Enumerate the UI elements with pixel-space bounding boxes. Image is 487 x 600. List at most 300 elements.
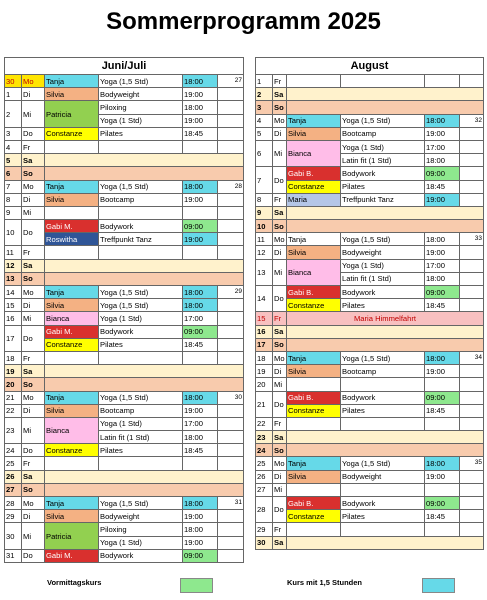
schedule-row bbox=[256, 444, 484, 457]
week-number bbox=[460, 510, 484, 523]
course-name: Bootcamp bbox=[99, 404, 183, 417]
schedule-row bbox=[5, 193, 244, 206]
week-number: 29 bbox=[218, 286, 244, 299]
course-time: 09:00 bbox=[183, 220, 218, 233]
teacher-name: Silvia bbox=[45, 299, 99, 312]
course-time bbox=[425, 378, 460, 391]
teacher-name: Maria bbox=[287, 193, 341, 206]
week-number: 30 bbox=[218, 391, 244, 404]
day-number: 15 bbox=[256, 312, 273, 325]
month-header: Juni/Juli bbox=[5, 58, 244, 75]
course-name: Yoga (1 Std) bbox=[99, 536, 183, 549]
week-number: 28 bbox=[218, 180, 244, 193]
course-time: 18:45 bbox=[425, 299, 460, 312]
course-time: 09:00 bbox=[425, 391, 460, 404]
teacher-name bbox=[287, 75, 341, 88]
holiday-label: Maria Himmelfahrt bbox=[287, 312, 484, 325]
day-number: 13 bbox=[256, 259, 273, 285]
schedule-row bbox=[256, 391, 484, 404]
week-number bbox=[218, 338, 244, 351]
day-number: 11 bbox=[5, 246, 22, 259]
day-number: 17 bbox=[256, 338, 273, 351]
teacher-name: Constanze bbox=[45, 127, 99, 140]
weekday: Fr bbox=[22, 246, 45, 259]
week-number: 31 bbox=[218, 497, 244, 510]
week-number bbox=[460, 470, 484, 483]
week-number bbox=[218, 101, 244, 114]
empty-cell bbox=[287, 101, 484, 114]
schedule-row bbox=[5, 272, 244, 285]
day-number: 10 bbox=[256, 220, 273, 233]
day-number: 7 bbox=[5, 180, 22, 193]
teacher-name: Constanze bbox=[287, 299, 341, 312]
course-time: 19:00 bbox=[183, 404, 218, 417]
teacher-name: Gabi B. bbox=[287, 167, 341, 180]
weekday: Mi bbox=[22, 206, 45, 219]
week-number bbox=[218, 444, 244, 457]
teacher-name: Gabi B. bbox=[287, 497, 341, 510]
course-time: 19:00 bbox=[425, 365, 460, 378]
week-number: 32 bbox=[460, 114, 484, 127]
weekday: Di bbox=[22, 299, 45, 312]
schedule-row bbox=[256, 299, 484, 312]
week-number bbox=[218, 114, 244, 127]
course-time bbox=[183, 351, 218, 364]
day-number: 19 bbox=[5, 365, 22, 378]
course-name: Bootcamp bbox=[341, 127, 425, 140]
day-number: 6 bbox=[256, 140, 273, 166]
empty-cell bbox=[287, 536, 484, 549]
day-number: 23 bbox=[256, 431, 273, 444]
weekday: Do bbox=[273, 497, 287, 523]
teacher-name bbox=[45, 140, 99, 153]
weekday: Di bbox=[22, 510, 45, 523]
course-name bbox=[341, 523, 425, 536]
course-time bbox=[183, 140, 218, 153]
schedule-row bbox=[5, 299, 244, 312]
weekday: Di bbox=[22, 193, 45, 206]
course-name: Yoga (1 Std) bbox=[341, 140, 425, 153]
day-number: 5 bbox=[256, 127, 273, 140]
schedule-row bbox=[256, 286, 484, 299]
weekday: Do bbox=[273, 167, 287, 193]
course-time: 19:00 bbox=[425, 193, 460, 206]
day-number: 30 bbox=[5, 75, 22, 88]
schedule-row bbox=[256, 246, 484, 259]
legend-morning-swatch bbox=[180, 578, 213, 593]
week-number bbox=[460, 365, 484, 378]
empty-cell bbox=[287, 325, 484, 338]
schedule-row bbox=[256, 431, 484, 444]
weekday: Fr bbox=[22, 351, 45, 364]
day-number: 10 bbox=[5, 220, 22, 246]
weekday: So bbox=[273, 338, 287, 351]
teacher-name: Tanja bbox=[287, 114, 341, 127]
course-time: 09:00 bbox=[425, 286, 460, 299]
teacher-name: Tanja bbox=[45, 497, 99, 510]
week-number bbox=[460, 272, 484, 285]
teacher-name: Silvia bbox=[45, 193, 99, 206]
teacher-name: Silvia bbox=[287, 127, 341, 140]
empty-cell bbox=[45, 365, 244, 378]
teacher-name: Tanja bbox=[45, 75, 99, 88]
day-number: 21 bbox=[5, 391, 22, 404]
weekday: Mi bbox=[22, 101, 45, 127]
day-number: 24 bbox=[256, 444, 273, 457]
weekday: Mo bbox=[22, 75, 45, 88]
legend-morning-label: Vormittagskurs bbox=[47, 578, 102, 587]
week-number: 35 bbox=[460, 457, 484, 470]
teacher-name: Silvia bbox=[287, 470, 341, 483]
week-number: 27 bbox=[218, 75, 244, 88]
weekday: Mo bbox=[273, 457, 287, 470]
course-name: Yoga (1,5 Std) bbox=[341, 457, 425, 470]
course-name bbox=[341, 75, 425, 88]
course-name: Bodyweight bbox=[99, 510, 183, 523]
day-number: 26 bbox=[256, 470, 273, 483]
day-number: 15 bbox=[5, 299, 22, 312]
schedule-row bbox=[5, 483, 244, 496]
day-number: 8 bbox=[5, 193, 22, 206]
schedule-row bbox=[5, 351, 244, 364]
course-name: Yoga (1 Std) bbox=[99, 417, 183, 430]
empty-cell bbox=[287, 444, 484, 457]
course-name bbox=[341, 483, 425, 496]
course-name: Bootcamp bbox=[341, 365, 425, 378]
empty-cell bbox=[45, 167, 244, 180]
weekday: Do bbox=[22, 549, 45, 562]
course-time: 18:00 bbox=[183, 75, 218, 88]
weekday: Do bbox=[22, 220, 45, 246]
weekday: Sa bbox=[273, 206, 287, 219]
course-time: 09:00 bbox=[183, 549, 218, 562]
course-name: Bodyweight bbox=[341, 246, 425, 259]
week-number bbox=[218, 523, 244, 536]
teacher-name: Constanze bbox=[287, 180, 341, 193]
course-name: Latin fit (1 Std) bbox=[99, 431, 183, 444]
empty-cell bbox=[45, 154, 244, 167]
schedule-row bbox=[256, 404, 484, 417]
day-number: 12 bbox=[5, 259, 22, 272]
teacher-name: Bianca bbox=[287, 259, 341, 285]
teacher-name: Constanze bbox=[287, 510, 341, 523]
teacher-name: Tanja bbox=[287, 233, 341, 246]
course-name: Bodywork bbox=[99, 325, 183, 338]
schedule-row bbox=[256, 536, 484, 549]
course-name: Bodywork bbox=[341, 391, 425, 404]
schedule-row bbox=[5, 246, 244, 259]
schedule-row bbox=[5, 206, 244, 219]
teacher-name: Constanze bbox=[287, 404, 341, 417]
weekday: Fr bbox=[273, 75, 287, 88]
course-name: Yoga (1,5 Std) bbox=[341, 351, 425, 364]
day-number: 20 bbox=[5, 378, 22, 391]
course-name: Yoga (1,5 Std) bbox=[341, 114, 425, 127]
schedule-row bbox=[5, 378, 244, 391]
day-number: 16 bbox=[5, 312, 22, 325]
week-number bbox=[460, 140, 484, 153]
week-number bbox=[218, 549, 244, 562]
weekday: So bbox=[273, 220, 287, 233]
course-time: 18:00 bbox=[425, 233, 460, 246]
week-number bbox=[460, 193, 484, 206]
weekday: Di bbox=[273, 365, 287, 378]
day-number: 9 bbox=[5, 206, 22, 219]
schedule-row bbox=[256, 259, 484, 272]
course-time bbox=[183, 206, 218, 219]
week-number bbox=[218, 312, 244, 325]
schedule-row bbox=[5, 444, 244, 457]
course-time bbox=[425, 523, 460, 536]
course-time: 18:00 bbox=[183, 391, 218, 404]
weekday: Fr bbox=[22, 457, 45, 470]
schedule-table-august bbox=[255, 57, 484, 550]
course-name: Treffpunkt Tanz bbox=[99, 233, 183, 246]
schedule-row bbox=[256, 378, 484, 391]
course-name: Latin fit (1 Std) bbox=[341, 154, 425, 167]
schedule-row bbox=[256, 167, 484, 180]
weekday: Sa bbox=[22, 154, 45, 167]
teacher-name: Silvia bbox=[287, 246, 341, 259]
schedule-row bbox=[5, 510, 244, 523]
day-number: 1 bbox=[5, 88, 22, 101]
week-number bbox=[460, 378, 484, 391]
course-time: 18:00 bbox=[183, 523, 218, 536]
empty-cell bbox=[287, 338, 484, 351]
schedule-row bbox=[5, 167, 244, 180]
course-time: 18:45 bbox=[425, 180, 460, 193]
course-name: Pilates bbox=[341, 404, 425, 417]
teacher-name: Patricia bbox=[45, 101, 99, 127]
day-number: 4 bbox=[256, 114, 273, 127]
weekday: Fr bbox=[273, 523, 287, 536]
teacher-name bbox=[287, 378, 341, 391]
week-number bbox=[460, 417, 484, 430]
weekday: Mi bbox=[22, 523, 45, 549]
teacher-name bbox=[45, 351, 99, 364]
schedule-row bbox=[256, 457, 484, 470]
teacher-name bbox=[287, 483, 341, 496]
day-number: 2 bbox=[5, 101, 22, 127]
week-number bbox=[460, 127, 484, 140]
course-name bbox=[99, 140, 183, 153]
week-number bbox=[218, 431, 244, 444]
teacher-name: Gabi M. bbox=[45, 220, 99, 233]
teacher-name: Gabi M. bbox=[45, 549, 99, 562]
weekday: Mo bbox=[22, 391, 45, 404]
weekday: Di bbox=[22, 404, 45, 417]
day-number: 29 bbox=[256, 523, 273, 536]
weekday: So bbox=[273, 444, 287, 457]
course-time: 17:00 bbox=[183, 312, 218, 325]
course-time: 19:00 bbox=[425, 127, 460, 140]
week-number bbox=[460, 391, 484, 404]
teacher-name bbox=[287, 523, 341, 536]
course-time: 19:00 bbox=[183, 536, 218, 549]
weekday: Fr bbox=[273, 417, 287, 430]
weekday: Sa bbox=[22, 259, 45, 272]
schedule-row bbox=[5, 259, 244, 272]
empty-cell bbox=[45, 483, 244, 496]
day-number: 25 bbox=[5, 457, 22, 470]
course-time: 18:00 bbox=[425, 272, 460, 285]
schedule-row bbox=[5, 312, 244, 325]
day-number: 22 bbox=[5, 404, 22, 417]
weekday: Di bbox=[273, 246, 287, 259]
week-number bbox=[460, 286, 484, 299]
week-number bbox=[460, 299, 484, 312]
teacher-name: Tanja bbox=[287, 351, 341, 364]
week-number bbox=[218, 140, 244, 153]
schedule-row bbox=[256, 351, 484, 364]
course-name: Bodyweight bbox=[99, 88, 183, 101]
schedule-row bbox=[256, 470, 484, 483]
course-name: Yoga (1 Std) bbox=[99, 114, 183, 127]
week-number: 34 bbox=[460, 351, 484, 364]
weekday: Do bbox=[22, 127, 45, 140]
course-name: Bodywork bbox=[341, 497, 425, 510]
week-number bbox=[460, 404, 484, 417]
weekday: Fr bbox=[273, 193, 287, 206]
course-name: Yoga (1,5 Std) bbox=[99, 299, 183, 312]
week-number bbox=[218, 417, 244, 430]
course-name: Bootcamp bbox=[99, 193, 183, 206]
day-number: 9 bbox=[256, 206, 273, 219]
schedule-table-juni-juli bbox=[4, 57, 244, 563]
schedule-row bbox=[5, 88, 244, 101]
weekday: Fr bbox=[22, 140, 45, 153]
teacher-name: Gabi B. bbox=[287, 286, 341, 299]
course-name: Piloxing bbox=[99, 101, 183, 114]
week-number bbox=[218, 88, 244, 101]
weekday: Mo bbox=[273, 114, 287, 127]
weekday: Mo bbox=[22, 286, 45, 299]
schedule-row bbox=[5, 470, 244, 483]
week-number bbox=[218, 127, 244, 140]
course-time: 18:45 bbox=[183, 127, 218, 140]
schedule-row bbox=[5, 523, 244, 536]
day-number: 21 bbox=[256, 391, 273, 417]
day-number: 29 bbox=[5, 510, 22, 523]
course-time bbox=[183, 457, 218, 470]
schedule-row bbox=[5, 101, 244, 114]
course-name: Piloxing bbox=[99, 523, 183, 536]
week-number bbox=[218, 536, 244, 549]
schedule-row bbox=[256, 75, 484, 88]
course-name: Pilates bbox=[341, 180, 425, 193]
teacher-name: Bianca bbox=[287, 140, 341, 166]
course-name: Pilates bbox=[341, 299, 425, 312]
day-number: 27 bbox=[256, 483, 273, 496]
day-number: 27 bbox=[5, 483, 22, 496]
weekday: Sa bbox=[273, 431, 287, 444]
course-time: 18:00 bbox=[183, 497, 218, 510]
teacher-name bbox=[287, 417, 341, 430]
day-number: 2 bbox=[256, 88, 273, 101]
weekday: Do bbox=[22, 444, 45, 457]
weekday: Do bbox=[273, 391, 287, 417]
weekday: Sa bbox=[273, 88, 287, 101]
schedule-row bbox=[256, 483, 484, 496]
course-name: Bodywork bbox=[99, 549, 183, 562]
course-name: Latin fit (1 Std) bbox=[341, 272, 425, 285]
day-number: 24 bbox=[5, 444, 22, 457]
day-number: 30 bbox=[5, 523, 22, 549]
course-name: Pilates bbox=[341, 510, 425, 523]
month-header: August bbox=[256, 58, 484, 75]
week-number bbox=[218, 457, 244, 470]
schedule-row bbox=[256, 233, 484, 246]
course-time: 18:00 bbox=[183, 101, 218, 114]
day-number: 3 bbox=[5, 127, 22, 140]
day-number: 23 bbox=[5, 417, 22, 443]
course-time: 19:00 bbox=[183, 193, 218, 206]
schedule-row bbox=[5, 417, 244, 430]
day-number: 18 bbox=[256, 351, 273, 364]
week-number bbox=[460, 75, 484, 88]
legend-long-label: Kurs mit 1,5 Stunden bbox=[287, 578, 363, 587]
schedule-row bbox=[5, 220, 244, 233]
weekday: Di bbox=[273, 127, 287, 140]
course-time: 17:00 bbox=[183, 417, 218, 430]
legend-long-swatch bbox=[422, 578, 455, 593]
teacher-name: Tanja bbox=[45, 286, 99, 299]
course-name: Bodywork bbox=[341, 286, 425, 299]
teacher-name: Tanja bbox=[45, 180, 99, 193]
schedule-row bbox=[256, 193, 484, 206]
weekday: So bbox=[273, 101, 287, 114]
week-number bbox=[460, 523, 484, 536]
course-time: 17:00 bbox=[425, 259, 460, 272]
weekday: Mo bbox=[273, 233, 287, 246]
course-time: 18:45 bbox=[183, 444, 218, 457]
weekday: Mo bbox=[22, 497, 45, 510]
teacher-name: Silvia bbox=[287, 365, 341, 378]
course-name: Bodyweight bbox=[341, 470, 425, 483]
course-time: 18:45 bbox=[183, 338, 218, 351]
schedule-row bbox=[256, 88, 484, 101]
teacher-name: Silvia bbox=[45, 510, 99, 523]
day-number: 18 bbox=[5, 351, 22, 364]
teacher-name: Bianca bbox=[45, 417, 99, 443]
weekday: Mo bbox=[273, 351, 287, 364]
course-name bbox=[99, 246, 183, 259]
teacher-name bbox=[45, 206, 99, 219]
course-name: Yoga (1,5 Std) bbox=[99, 180, 183, 193]
course-time: 18:00 bbox=[425, 351, 460, 364]
course-time: 09:00 bbox=[183, 325, 218, 338]
week-number bbox=[218, 193, 244, 206]
empty-cell bbox=[287, 206, 484, 219]
course-time bbox=[425, 483, 460, 496]
weekday: Do bbox=[22, 325, 45, 351]
weekday: Do bbox=[273, 286, 287, 312]
weekday: Di bbox=[22, 88, 45, 101]
course-name: Yoga (1,5 Std) bbox=[341, 233, 425, 246]
course-time: 18:00 bbox=[183, 180, 218, 193]
schedule-row bbox=[256, 180, 484, 193]
course-name: Pilates bbox=[99, 127, 183, 140]
schedule-row bbox=[5, 549, 244, 562]
course-time: 18:00 bbox=[183, 431, 218, 444]
schedule-row bbox=[256, 497, 484, 510]
week-number bbox=[218, 233, 244, 246]
weekday: Sa bbox=[22, 365, 45, 378]
empty-cell bbox=[45, 470, 244, 483]
week-number bbox=[218, 510, 244, 523]
week-number bbox=[460, 497, 484, 510]
weekday: Mi bbox=[273, 378, 287, 391]
